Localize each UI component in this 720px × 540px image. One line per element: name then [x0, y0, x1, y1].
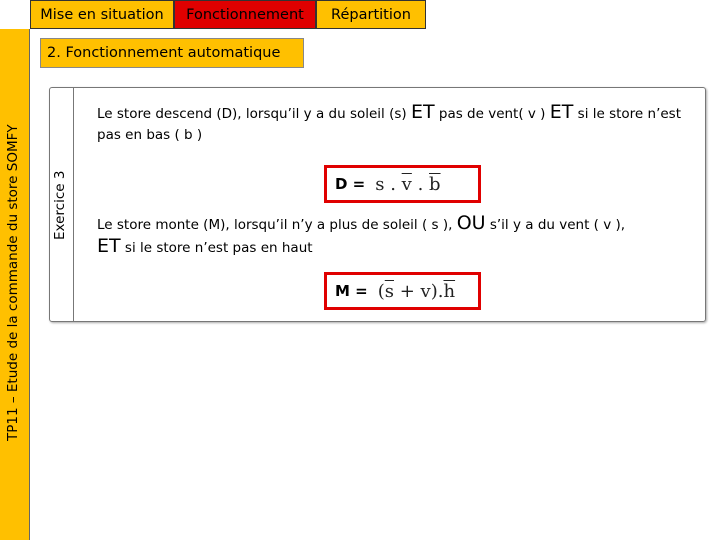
- tab-mise-en-situation[interactable]: Mise en situation: [30, 0, 174, 29]
- formula-m-box: [324, 272, 481, 310]
- formula-d-s: s: [375, 173, 385, 195]
- formula-d-box: [324, 165, 481, 203]
- formula-m-v: v: [420, 280, 431, 302]
- paragraph-descend-part2: pas de vent( v ): [434, 106, 550, 122]
- keyword-ou: OU: [456, 212, 486, 234]
- keyword-et-2: ET: [549, 101, 574, 123]
- tab-repartition[interactable]: Répartition: [316, 0, 426, 29]
- paragraph-monte: [97, 213, 697, 259]
- formula-m-close: ): [430, 280, 438, 302]
- keyword-et-1: ET: [410, 101, 435, 123]
- formula-m-plus: +: [394, 280, 421, 302]
- formula-m-s: $\overline{s}$: [384, 280, 394, 302]
- keyword-et-3: ET: [97, 235, 121, 257]
- side-title: TP11 – Etude de la commande du store SOMFY: [5, 124, 21, 441]
- formula-d-b: $\overline{b}$: [429, 173, 441, 195]
- formula-m-label: M =: [335, 282, 368, 300]
- formula-m-dot: .: [437, 280, 444, 302]
- paragraph-monte-part3: si le store n’est pas en haut: [120, 240, 313, 256]
- exercise-label: Exercice 3: [52, 170, 68, 240]
- formula-d-expression: [375, 174, 440, 195]
- paragraph-descend: [97, 102, 687, 146]
- formula-m-h: $\overline{h}$: [443, 280, 456, 302]
- section-title: 2. Fonctionnement automatique: [40, 38, 304, 68]
- formula-d-dot1: .: [384, 173, 402, 195]
- formula-m-open: (: [377, 280, 385, 302]
- formula-d-v: $\overline{v}$: [401, 173, 412, 195]
- tab-fonctionnement[interactable]: Fonctionnement: [174, 0, 316, 29]
- paragraph-descend-part1: Le store descend (D), lorsqu’il y a du soleil (s): [97, 106, 411, 122]
- formula-d-label: D =: [335, 175, 366, 193]
- formula-d-dot2: .: [411, 173, 430, 195]
- paragraph-monte-part1: Le store monte (M), lorsqu’il n’y a plus de soleil ( s ),: [97, 217, 457, 233]
- formula-m-expression: [378, 281, 455, 302]
- paragraph-descend-part3: si le store n’est pas en bas ( b ): [97, 106, 682, 143]
- paragraph-monte-part2: s’il y a du vent ( v ),: [485, 217, 626, 233]
